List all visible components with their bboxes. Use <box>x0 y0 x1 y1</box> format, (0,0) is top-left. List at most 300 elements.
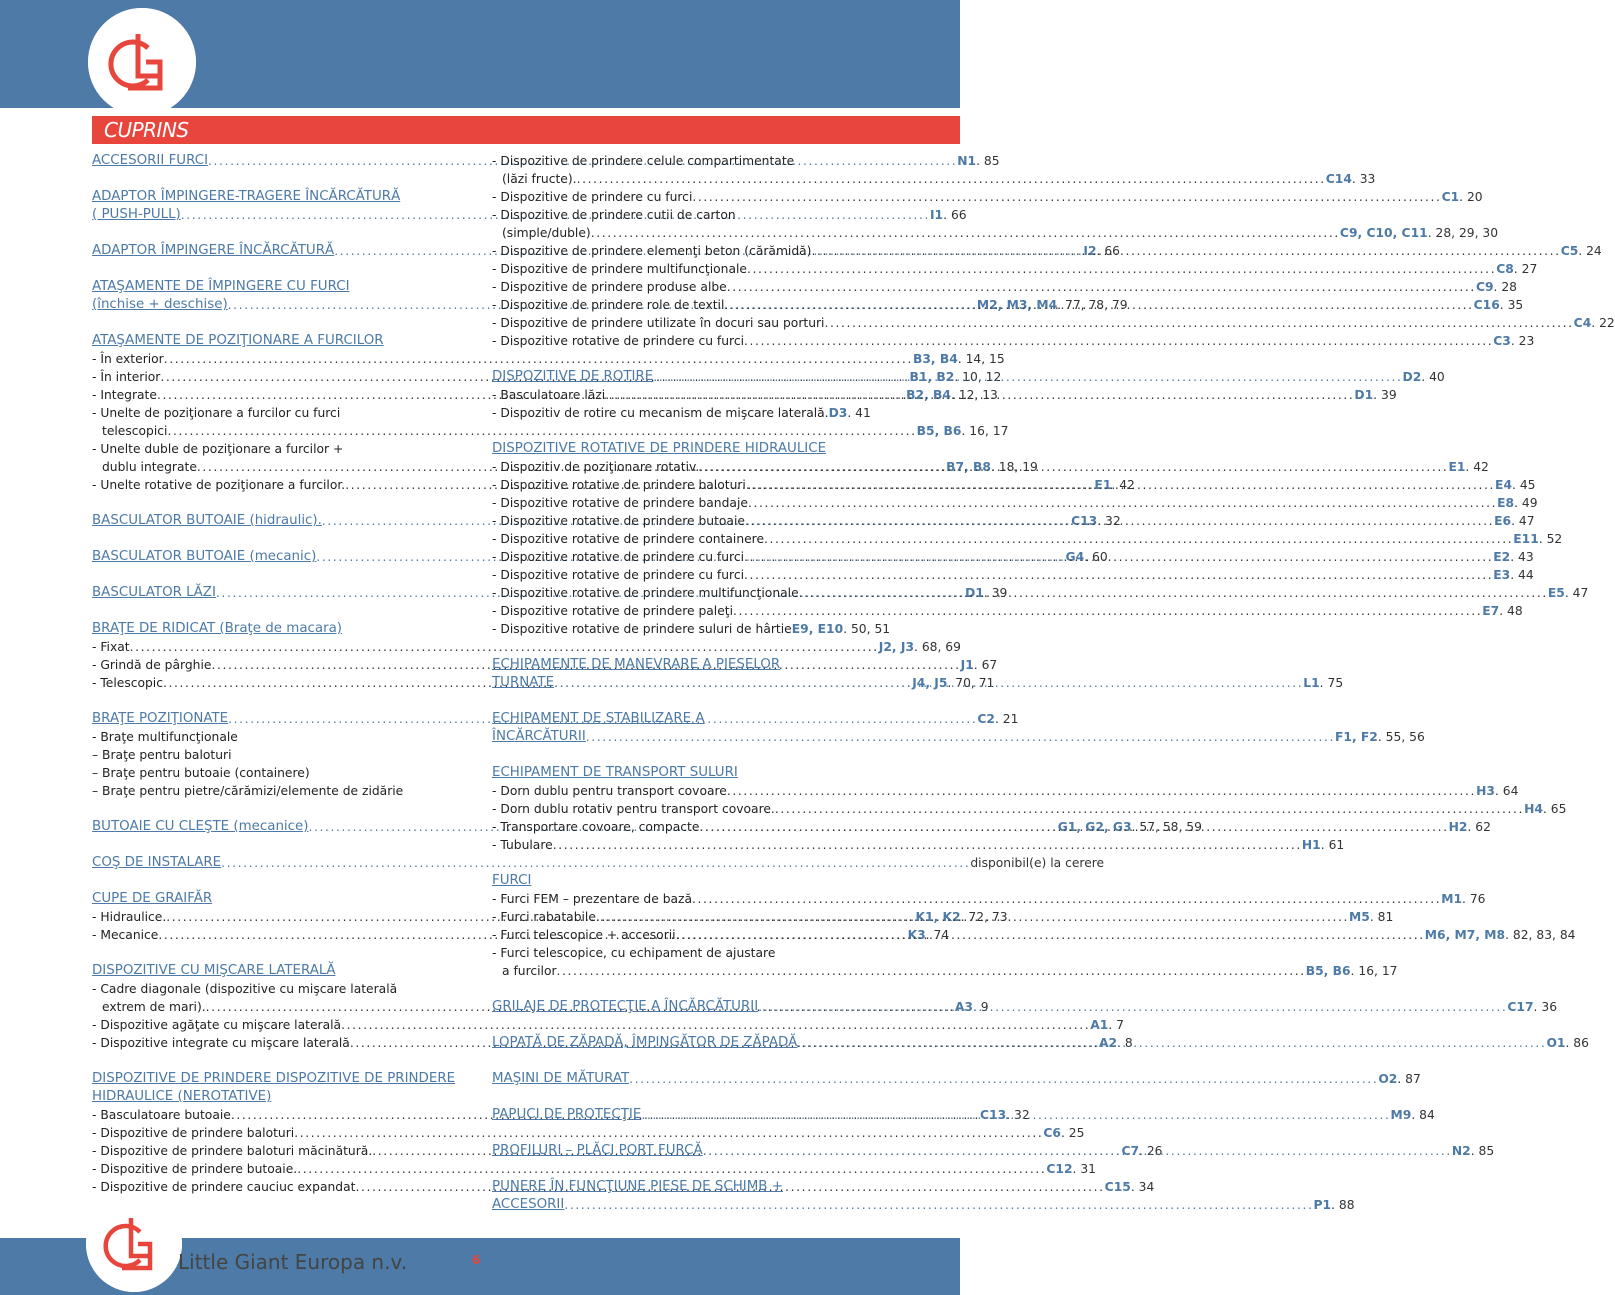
section-heading-text: FURCI <box>492 873 532 888</box>
page-ref: . 72, 73 <box>960 910 1008 924</box>
entry-label: - Dispozitive rotative de prindere bandaje <box>492 496 748 510</box>
entry-code: O2 <box>1378 1072 1398 1086</box>
dot-leader <box>775 800 1524 818</box>
page-ref: . 35 <box>1499 298 1524 312</box>
entry-label: - Dispozitive de prindere utilizate în docuri sau porturi <box>492 316 825 330</box>
page-ref: . 52 <box>1538 532 1563 546</box>
entry-label: telescopici <box>102 424 168 438</box>
toc-entry[interactable] <box>92 422 1009 440</box>
entry-code: E11 <box>1513 532 1539 546</box>
entry-code: D1 <box>1354 388 1374 402</box>
section-heading-text: ECHIPAMENT DE STABILIZARE A <box>492 711 705 726</box>
toc-subheading: - Unelte de poziţionare a furcilor cu furci <box>92 406 341 420</box>
dot-leader <box>676 926 1425 944</box>
entry-code: B1, B2 <box>909 370 955 384</box>
section-heading-text: HIDRAULICE (NEROTATIVE) <box>92 1089 272 1104</box>
dot-leader <box>553 836 1302 854</box>
entry-label: - Dispozitiv de poziţionare rotativ. <box>492 460 700 474</box>
dot-leader <box>591 224 1340 242</box>
dot-leader <box>600 908 1349 926</box>
section-heading-text: ECHIPAMENTE DE MANEVRARE A PIESELOR <box>492 657 781 672</box>
entry-label: PAPUCI DE PROTECŢIE <box>492 1107 642 1122</box>
page-ref: . 7 <box>1108 1018 1124 1032</box>
entry-label: - Dispozitive rotative de prindere containere <box>492 532 765 546</box>
page-number: 6 <box>472 1253 481 1267</box>
company-name: Little Giant Europa n.v. <box>178 1250 408 1274</box>
entry-label: a furcilor <box>502 964 557 978</box>
entry-label: PROFILURI – PLĂCI PORT FURCĂ <box>492 1143 703 1158</box>
section-heading-text: BRAŢE DE RIDICAT (Braţe de macara) <box>92 621 343 636</box>
title-bar <box>92 116 960 144</box>
entry-label: (lăzi fructe). <box>502 172 577 186</box>
entry-label: DISPOZITIVE DE ROTIRE <box>492 369 654 384</box>
toc-section <box>492 1070 1421 1088</box>
entry-code: C8 <box>1496 262 1514 276</box>
dot-leader <box>699 458 1448 476</box>
page-ref: . 28, 29, 30 <box>1427 226 1499 240</box>
entry-label: ADAPTOR ÎMPINGERE ÎNCĂRCĂTURĂ <box>92 243 335 258</box>
entry-code: E5 <box>1547 586 1565 600</box>
section-heading-text: ADAPTOR ÎMPINGERE-TRAGERE ÎNCĂRCĂTURĂ <box>92 189 401 204</box>
entry-label: - În exterior <box>92 352 164 366</box>
entry-label: - Furci telescopice + accesorii <box>492 928 676 942</box>
dot-leader <box>748 494 1497 512</box>
toc-subheading: – Braţe pentru butoaie (containere) <box>92 766 310 780</box>
entry-code: C15 <box>1104 1180 1131 1194</box>
entry-code: E1 <box>1448 460 1466 474</box>
page-ref: . 23 <box>1510 334 1535 348</box>
page-ref: . 34 <box>1130 1180 1155 1194</box>
section-heading <box>92 332 470 350</box>
entry-code: M5 <box>1349 910 1370 924</box>
page-title: CUPRINS <box>104 118 189 142</box>
entry-label: - Grindă de pârghie <box>92 658 212 672</box>
entry-label: - Furci rabatabile. <box>492 910 600 924</box>
entry-label: - Dispozitive rotative de prindere butoaie <box>492 514 745 528</box>
page-ref: . 40 <box>1421 370 1445 384</box>
entry-code: H2 <box>1448 820 1468 834</box>
entry-code: C6 <box>1043 1126 1061 1140</box>
page-ref: . 86 <box>1565 1036 1589 1050</box>
page-ref: . 27 <box>1513 262 1538 276</box>
toc-entry[interactable] <box>492 188 1483 206</box>
dot-leader <box>744 566 1493 584</box>
toc-entry[interactable] <box>92 1016 1124 1034</box>
toc-subheading: - Dispozitive de prindere celule compartimentate <box>492 154 795 168</box>
entry-label: BRAŢE POZIŢIONATE <box>92 711 229 726</box>
entry-label: dublu integrate <box>102 460 197 474</box>
entry-code: H4 <box>1524 802 1543 816</box>
toc-subheading: – Braţe pentru pietre/cărămizi/elemente de zidărie <box>92 784 404 798</box>
toc-entry[interactable] <box>92 350 1005 368</box>
page-ref: . 10, 12 <box>954 370 1002 384</box>
dot-leader <box>586 728 1335 746</box>
entry-label: (simple/duble) <box>502 226 591 240</box>
entry-code: C1 <box>1441 190 1460 204</box>
toc-entry[interactable] <box>92 638 961 656</box>
page-ref: . 48 <box>1499 604 1523 618</box>
page-ref: . 12, 13 <box>950 388 998 402</box>
dot-leader <box>799 584 1548 602</box>
entry-code: C17 <box>1507 1000 1534 1014</box>
entry-label: extrem de mari). <box>102 1000 206 1014</box>
dot-leader <box>564 1196 1313 1214</box>
toc-entry[interactable] <box>492 620 891 638</box>
dot-leader <box>641 1106 1390 1124</box>
entry-code: E2 <box>1493 550 1511 564</box>
entry-code: H3 <box>1476 784 1495 798</box>
entry-label: COŞ DE INSTALARE <box>92 855 222 870</box>
entry-label: MAŞINI DE MĂTURAT <box>492 1071 630 1086</box>
section-heading <box>92 188 470 206</box>
entry-code: E6 <box>1494 514 1512 528</box>
entry-code: M9 <box>1390 1108 1412 1122</box>
entry-label: - Dispozitive rotative de prindere suluri de hârtie <box>492 622 792 636</box>
entry-code: C7 <box>1121 1144 1140 1158</box>
toc-subheading: - Cadre diagonale (dispozitive cu mişcare laterală <box>92 982 398 996</box>
toc-entry[interactable] <box>492 224 1499 242</box>
toc-subheading: – Braţe pentru baloturi <box>92 748 232 762</box>
page-ref: . 62 <box>1467 820 1491 834</box>
page-ref: . 84 <box>1411 1108 1435 1122</box>
page-ref: . 22 <box>1591 316 1615 330</box>
toc-heading-entry[interactable] <box>92 854 1105 872</box>
entry-code: I2 <box>1083 244 1097 258</box>
entry-code: C16 <box>1473 298 1500 312</box>
entry-code: P1 <box>1313 1198 1332 1212</box>
dot-leader <box>745 512 1494 530</box>
dot-leader <box>744 548 1493 566</box>
toc-entry[interactable] <box>492 566 1534 584</box>
page-ref: . 16, 17 <box>961 424 1009 438</box>
section-heading <box>92 278 470 296</box>
dot-leader <box>797 1034 1546 1052</box>
toc-entry[interactable] <box>492 260 1538 278</box>
entry-code: I1 <box>929 208 944 222</box>
entry-code: C3 <box>1493 334 1511 348</box>
entry-label: - Transportare covoare, compacte <box>492 820 700 834</box>
page-ref: . 39 <box>1373 388 1397 402</box>
dot-leader <box>727 278 1476 296</box>
section-heading <box>492 872 870 890</box>
toc-heading-entry[interactable] <box>492 1070 1421 1088</box>
entry-label: - Hidraulice. <box>92 910 167 924</box>
entry-label: - Basculatoare butoaie <box>92 1108 231 1122</box>
entry-code: A1 <box>1090 1018 1109 1032</box>
entry-code: N1 <box>957 154 977 168</box>
entry-label: - Dispozitive de prindere produse albe <box>492 280 727 294</box>
entry-code: G4 <box>1065 550 1085 564</box>
logo-icon <box>88 8 196 116</box>
entry-label: (închise + deschise) <box>92 297 228 312</box>
page-ref: . 65 <box>1542 802 1567 816</box>
entry-code: C4 <box>1573 316 1592 330</box>
section-heading-text: ECHIPAMENT DE TRANSPORT SULURI <box>492 765 738 780</box>
entry-label: - Dispozitive rotative de prindere cu furci <box>492 550 745 564</box>
page-ref: . 32 <box>1097 514 1121 528</box>
page-ref: . 77, 78, 79 <box>1057 298 1128 312</box>
entry-code: D2 <box>1402 370 1422 384</box>
entry-code: C5 <box>1560 244 1579 258</box>
entry-code: B5, B6 <box>916 424 962 438</box>
toc-entry[interactable] <box>492 800 1567 818</box>
section-heading <box>492 710 870 728</box>
entry-code: E4 <box>1495 478 1513 492</box>
page-ref: . 61 <box>1320 838 1345 852</box>
entry-code: B7, B8 <box>946 460 991 474</box>
section-heading <box>492 1178 870 1196</box>
page-ref: . 36 <box>1533 1000 1558 1014</box>
section-heading <box>92 1070 470 1088</box>
section-heading-text: ATAŞAMENTE DE ÎMPINGERE CU FURCI <box>92 279 350 294</box>
entry-label: BUTOAIE CU CLEŞTE (mecanice) <box>92 819 309 834</box>
page-ref: . 31 <box>1072 1162 1096 1176</box>
entry-code: E7 <box>1482 604 1500 618</box>
toc-entry[interactable] <box>492 962 1398 980</box>
entry-label: - Dispozitive agăţate cu mişcare laterală <box>92 1018 342 1032</box>
section-heading-text: ATAŞAMENTE DE POZIŢIONARE A FURCILOR <box>92 333 384 348</box>
page-ref: . 66 <box>1096 244 1120 258</box>
toc-subheading: - Braţe multifuncţionale <box>92 730 238 744</box>
entry-label: - Dorn dublu pentru transport covoare <box>492 784 727 798</box>
dot-leader <box>703 1142 1452 1160</box>
entry-label: BASCULATOR BUTOAIE (mecanic) <box>92 549 317 564</box>
toc-entry[interactable] <box>492 332 1535 350</box>
entry-code: E8 <box>1497 496 1515 510</box>
entry-label: - Unelte rotative de poziţionare a furcilor. <box>92 478 346 492</box>
page-ref: . 26 <box>1139 1144 1163 1158</box>
entry-code: O1 <box>1546 1036 1566 1050</box>
section-heading <box>92 962 470 980</box>
entry-label: - În interior <box>92 370 161 384</box>
page-ref: . 14, 15 <box>957 352 1005 366</box>
page-ref: . 67 <box>973 658 998 672</box>
entry-code: C2 <box>977 712 995 726</box>
entry-code: B2, B4 <box>906 388 951 402</box>
section-heading-text: DISPOZITIVE CU MIŞCARE LATERALĂ <box>92 963 336 978</box>
entry-code: C9 <box>1475 280 1494 294</box>
toc-entry[interactable] <box>492 404 870 422</box>
dot-leader <box>577 170 1326 188</box>
section-heading-text: CUPE DE GRAIFĂR <box>92 891 213 906</box>
dot-leader <box>699 818 1448 836</box>
dot-leader <box>692 890 1441 908</box>
entry-code: C12 <box>1046 1162 1073 1176</box>
dot-leader <box>653 368 1402 386</box>
page-ref: . 45 <box>1512 478 1536 492</box>
page-ref: . 39 <box>983 586 1008 600</box>
dot-leader <box>758 998 1507 1016</box>
entry-code: D3 <box>828 406 848 420</box>
entry-code: D1 <box>965 586 984 600</box>
page-ref: . 74 <box>925 928 950 942</box>
dot-leader <box>692 188 1441 206</box>
page-ref: . 47 <box>1564 586 1589 600</box>
entry-label: - Dispozitive de prindere cauciuc expandat <box>92 1180 356 1194</box>
page-ref: . 9 <box>972 1000 989 1014</box>
entry-code: K1, K2 <box>915 910 961 924</box>
entry-label: - Dispozitive rotative de prindere baloturi <box>492 478 746 492</box>
page-ref: . 85 <box>976 154 1000 168</box>
page-ref: . 50, 51 <box>843 622 891 636</box>
page-ref: . 24 <box>1578 244 1602 258</box>
entry-label: BASCULATOR LĂZI <box>92 585 216 600</box>
entry-code: F1, F2 <box>1334 730 1378 744</box>
dot-leader <box>724 296 1473 314</box>
page-ref: . 47 <box>1511 514 1535 528</box>
entry-label: ACCESORII FURCI <box>92 153 209 168</box>
page-ref: . 20 <box>1459 190 1483 204</box>
entry-code: C9, C10, C11 <box>1339 226 1428 240</box>
dot-leader <box>605 386 1354 404</box>
page-ref: . 55, 56 <box>1377 730 1425 744</box>
page-ref: . 60 <box>1084 550 1108 564</box>
toc-subheading: - Dispozitive de prindere cutii de carton <box>492 208 736 222</box>
toc-entry[interactable] <box>92 1160 1096 1178</box>
entry-label: - Dorn dublu rotativ pentru transport covoare. <box>492 802 775 816</box>
page-ref: . 81 <box>1369 910 1394 924</box>
toc-entry[interactable] <box>492 170 1376 188</box>
section-heading <box>92 620 470 638</box>
entry-label: BASCULATOR BUTOAIE (hidraulic). <box>92 513 322 528</box>
toc-section <box>92 854 1105 872</box>
toc-entry[interactable] <box>492 494 1538 512</box>
toc-entry[interactable] <box>492 782 1519 800</box>
entry-label: - Fixat <box>92 640 130 654</box>
page-ref: . 68, 69 <box>914 640 961 654</box>
page-ref: . 88 <box>1331 1198 1355 1212</box>
entry-label: - Dispozitiv de rotire cu mecanism de mişcare laterală. <box>492 406 829 420</box>
page-ref: . 70, 71 <box>947 676 995 690</box>
entry-label: ACCESORII <box>492 1197 565 1212</box>
page-ref: . 43 <box>1510 550 1534 564</box>
entry-code: M1 <box>1441 892 1463 906</box>
dot-leader <box>727 782 1476 800</box>
toc-entry[interactable] <box>92 1124 1085 1142</box>
section-heading <box>492 656 870 674</box>
entry-code: B5, B6 <box>1305 964 1351 978</box>
entry-label: - Dispozitive de prindere butoaie. <box>92 1162 298 1176</box>
entry-label: - Tubulare <box>492 838 553 852</box>
entry-code: J2, J3 <box>878 640 914 654</box>
page-ref: . 28 <box>1493 280 1517 294</box>
entry-code: G1, G2, G3 <box>1057 820 1132 834</box>
section-heading-text: DISPOZITIVE ROTATIVE DE PRINDERE HIDRAULICE <box>492 441 827 456</box>
section-heading-text: DISPOZITIVE DE PRINDERE DISPOZITIVE DE PRINDERE <box>92 1071 456 1086</box>
entry-label: - Telescopic <box>92 676 163 690</box>
entry-label: - Basculatoare lăzi <box>492 388 606 402</box>
entry-code: E9, E10 <box>791 622 844 636</box>
entry-label: - Dispozitive de prindere cu furci <box>492 190 693 204</box>
entry-label: - Dispozitive de prindere baloturi <box>92 1126 295 1140</box>
page-ref: . 41 <box>847 406 871 420</box>
entry-code: C14 <box>1325 172 1352 186</box>
entry-label: ÎNCĂRCĂTURII <box>492 729 586 744</box>
page-ref: . 33 <box>1351 172 1376 186</box>
page-ref: disponibil(e) la cerere <box>970 856 1105 870</box>
page-ref: . 44 <box>1510 568 1534 582</box>
entry-code: J1 <box>960 658 974 672</box>
toc-entry[interactable] <box>492 890 1486 908</box>
section-heading-text: PUNERE ÎN FUNCŢIUNE PIESE DE SCHIMB + <box>492 1179 783 1194</box>
toc-entry[interactable] <box>492 530 1563 548</box>
dot-leader <box>746 476 1495 494</box>
entry-label: - Dispozitive de prindere multifuncţionale <box>492 262 747 276</box>
page-ref: . 18, 19 <box>990 460 1038 474</box>
dot-leader <box>764 530 1513 548</box>
entry-label: - Dispozitive rotative de prindere cu furci <box>492 568 745 582</box>
section-heading <box>492 440 870 458</box>
entry-code: M6, M7, M8 <box>1424 928 1506 942</box>
dot-leader <box>629 1070 1378 1088</box>
entry-label: - Dispozitive rotative de prindere multifuncţionale <box>492 586 799 600</box>
entry-label: - Dispozitive rotative de prindere cu furci <box>492 334 745 348</box>
page-ref: . 66 <box>943 208 967 222</box>
toc-entry[interactable] <box>492 602 1523 620</box>
entry-code: B3, B4 <box>912 352 958 366</box>
entry-label: ( PUSH-PULL) <box>92 207 181 222</box>
entry-label: - Dispozitive de prindere elemenţi beton (cărămidă) <box>492 244 812 258</box>
page-ref: . 25 <box>1060 1126 1085 1140</box>
entry-code: M2, M3, M4 <box>976 298 1058 312</box>
entry-code: C13 <box>980 1108 1007 1122</box>
page-ref: . 82, 83, 84 <box>1505 928 1576 942</box>
entry-label: - Dispozitive de prindere baloturi măcinătură. <box>92 1144 373 1158</box>
dot-leader <box>747 260 1496 278</box>
page-ref: . 64 <box>1494 784 1519 798</box>
footer-logo-icon <box>86 1196 182 1292</box>
entry-label: - Furci FEM – prezentare de bază <box>492 892 693 906</box>
section-heading <box>92 890 470 908</box>
entry-code: C13 <box>1071 514 1098 528</box>
toc-subheading: - Furci telescopice, cu echipament de ajustare <box>492 946 776 960</box>
entry-code: E1 <box>1094 478 1112 492</box>
page-ref: . 42 <box>1465 460 1489 474</box>
toc-entry[interactable] <box>492 314 1615 332</box>
page-ref: . 21 <box>994 712 1019 726</box>
toc-entry[interactable] <box>492 278 1517 296</box>
entry-code: E3 <box>1493 568 1511 582</box>
page-ref: . 8 <box>1117 1036 1133 1050</box>
entry-code: H1 <box>1301 838 1321 852</box>
dot-leader <box>824 314 1573 332</box>
entry-label: - Integrate <box>92 388 157 402</box>
page-ref: . 75 <box>1319 676 1344 690</box>
section-heading <box>92 1088 470 1106</box>
entry-code: N2 <box>1451 1144 1471 1158</box>
page-ref: . 57, 58, 59 <box>1131 820 1202 834</box>
dot-leader <box>557 962 1306 980</box>
entry-label: TURNATE <box>492 675 555 690</box>
entry-code: K3 <box>907 928 926 942</box>
entry-label: - Dispozitive de prindere role de textil <box>492 298 725 312</box>
toc-entry[interactable] <box>492 836 1345 854</box>
section-heading <box>492 764 870 782</box>
toc-subheading: - Unelte duble de poziţionare a furcilor + <box>92 442 344 456</box>
entry-code: L1 <box>1303 676 1320 690</box>
dot-leader <box>744 332 1493 350</box>
page-ref: . 16, 17 <box>1350 964 1398 978</box>
entry-label: - Mecanice <box>92 928 159 942</box>
page-ref: . 42 <box>1111 478 1135 492</box>
page-ref: . 49 <box>1514 496 1538 510</box>
toc-heading-entry[interactable] <box>492 728 1425 746</box>
toc-heading-entry[interactable] <box>492 1196 1355 1214</box>
entry-code: J4, J5 <box>912 676 948 690</box>
entry-code: A3 <box>954 1000 973 1014</box>
entry-label: LOPATĂ DE ZĂPADĂ, ÎMPINGĂTOR DE ZĂPADĂ <box>492 1035 798 1050</box>
entry-label: - Dispozitive rotative de prindere paleţi <box>492 604 734 618</box>
